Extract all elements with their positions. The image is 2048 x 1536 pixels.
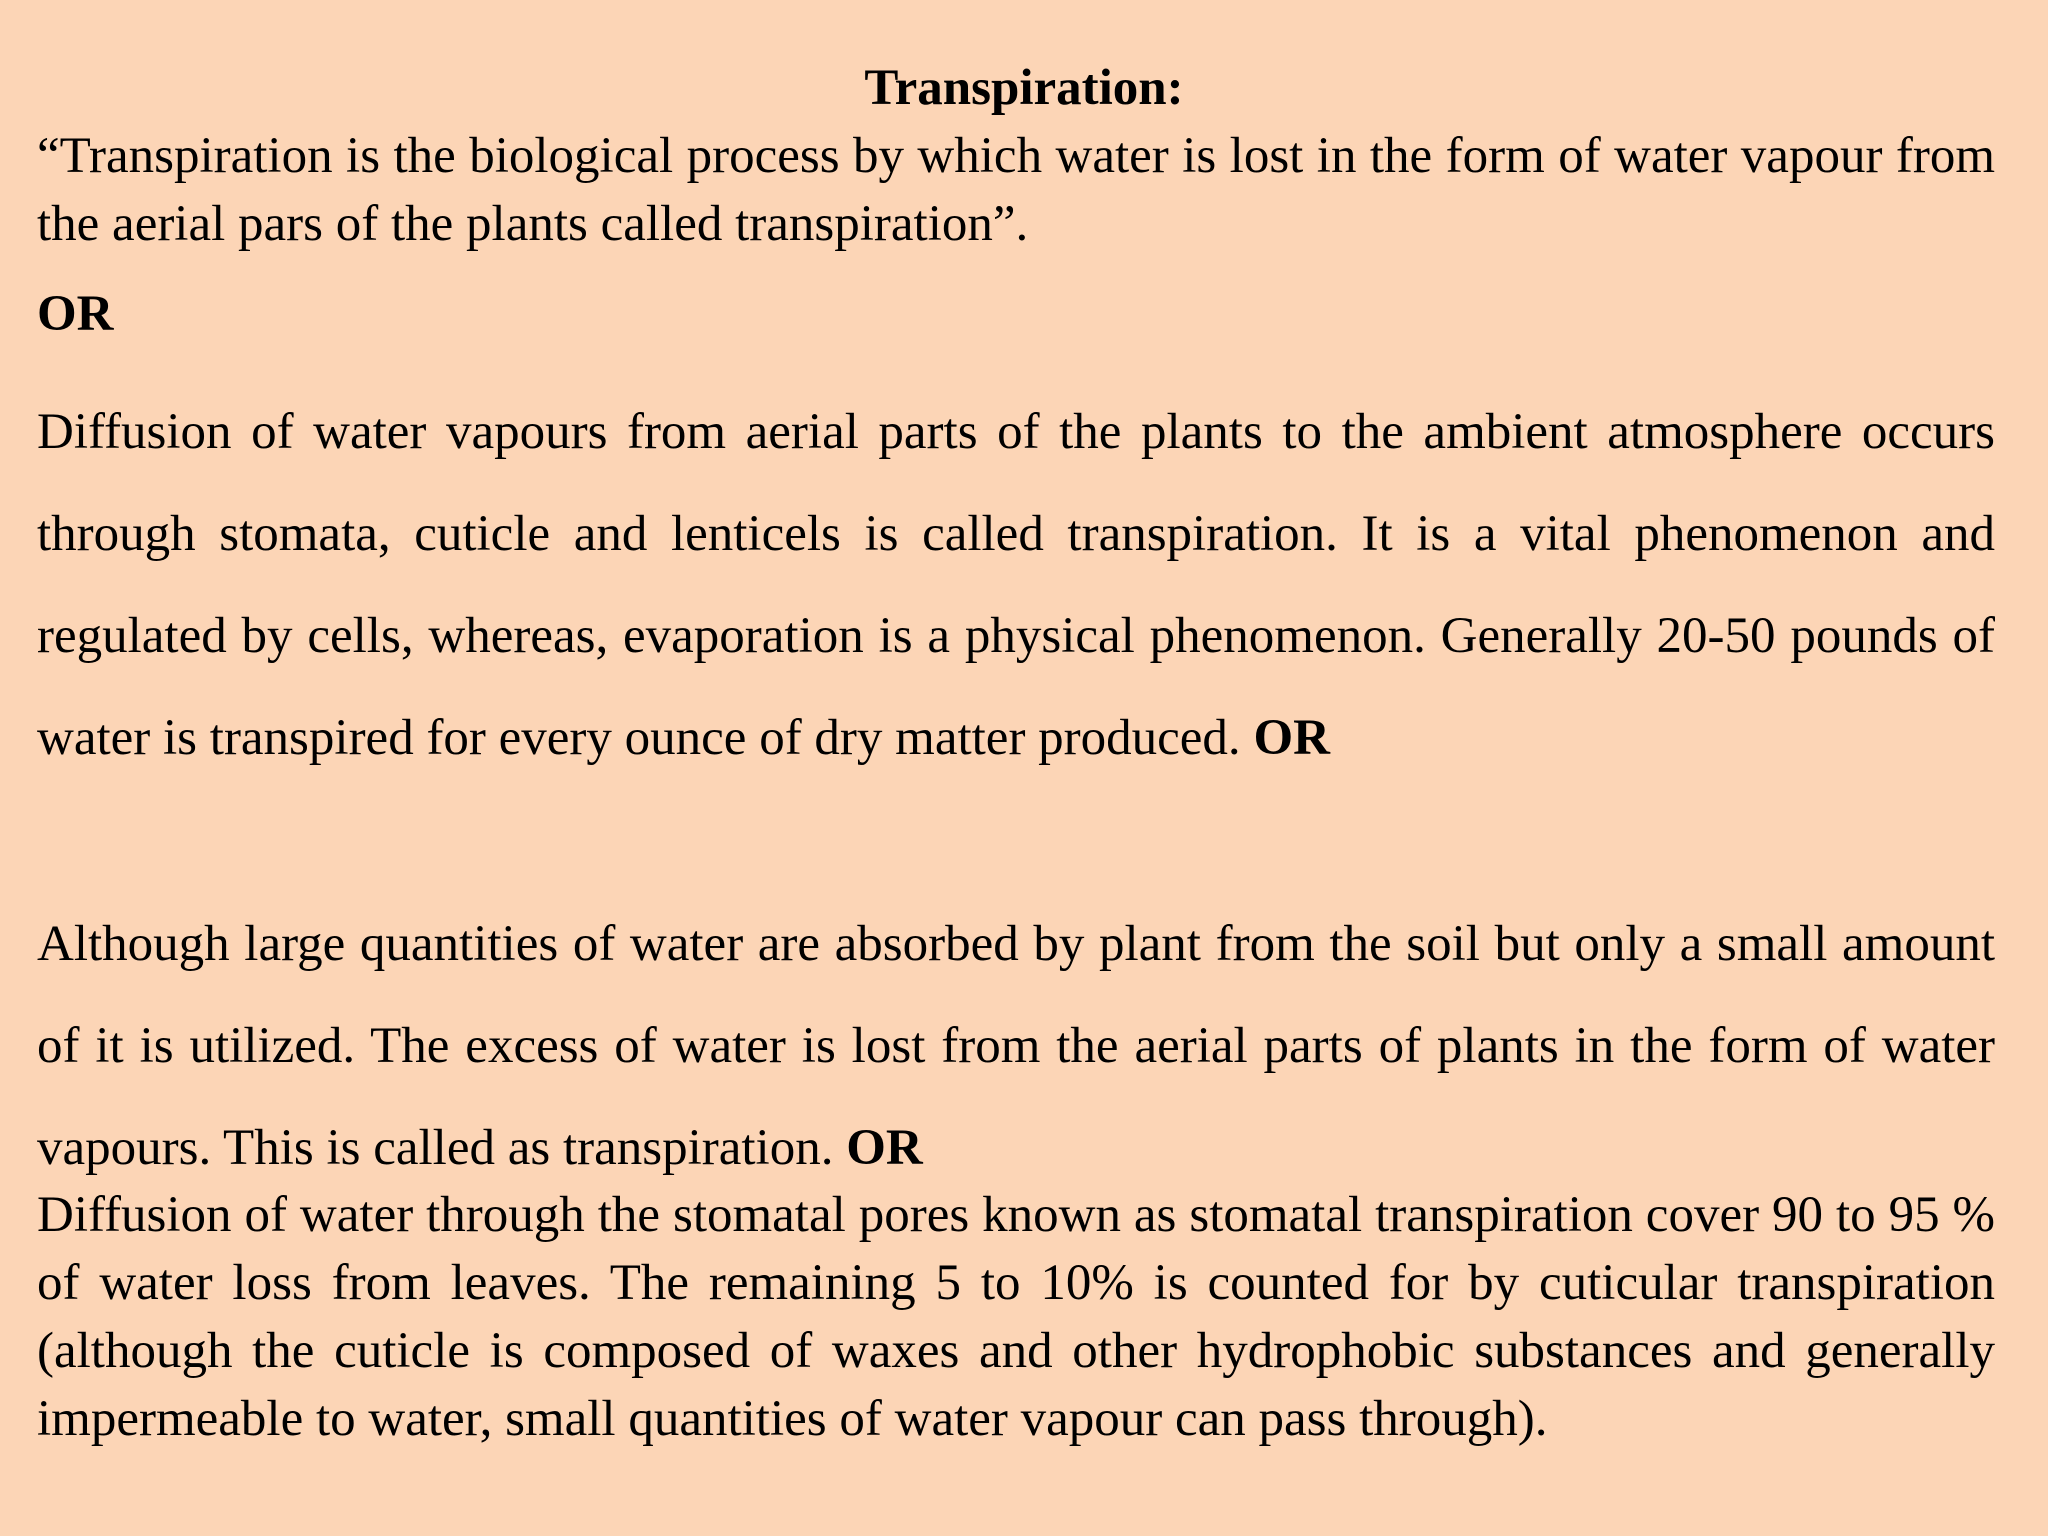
or-separator-1: OR	[37, 286, 114, 342]
definition-paragraph-4: Diffusion of water through the stomatal pores known as stomatal transpiration cover 90 to 95 % of water loss from leaves. The remaining 5 to 10% is counted for by cuticular transpiration (although the cuticle is composed of waxes and other hydrophobic substances and generally impermeable to water, small quantities of water vapour can pass through).	[37, 1187, 1995, 1447]
paragraph-2-text: Diffusion of water vapours from aerial parts of the plants to the ambient atmosphere occurs through stomata, cuticle and lenticels is called transpiration. It is a vital phenomenon and regulated by cells, whereas, evaporation is a physical phenomenon. Generally 20-50 pounds of water is transpired for every ounce of dry matter produced.	[37, 404, 1995, 766]
definition-paragraph-1: “Transpiration is the biological process by which water is lost in the form of water vapour from the aerial pars of the plants called transpiration”.	[37, 128, 1995, 252]
paragraph-3-text: Although large quantities of water are absorbed by plant from the soil but only a small amount of it is utilized. The excess of water is lost from the aerial parts of plants in the form of water vapours. This is called as transpiration.	[37, 916, 1995, 1176]
definition-paragraph-2	[37, 381, 1995, 789]
or-separator-2: OR	[1253, 710, 1330, 766]
or-separator-3: OR	[846, 1120, 923, 1176]
definition-paragraph-3	[37, 893, 1995, 1199]
slide-title: Transpiration:	[864, 60, 1184, 116]
